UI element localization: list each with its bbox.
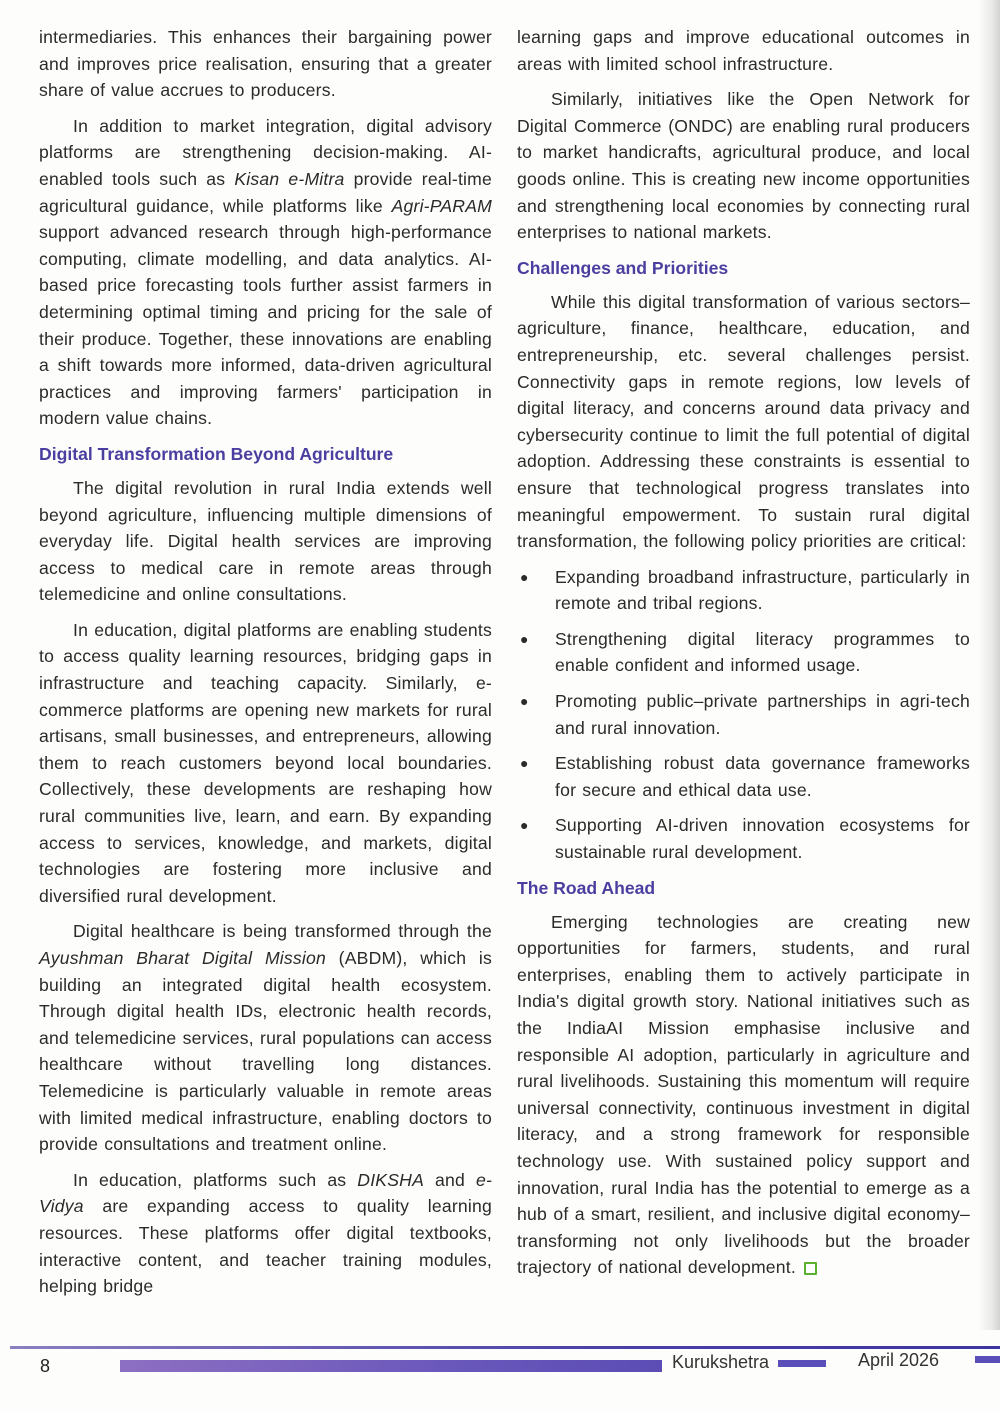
heading-beyond-agriculture: Digital Transformation Beyond Agriculture [39,443,394,464]
paragraph-road-ahead: Emerging technologies are creating new opportunities for farmers, students, and rural enterprises, enabling them to actively participate in India's digital growth story. National initiatives such as the IndiaAI Mission emphasise inclusive and responsible AI adoption, particularly in agriculture and rural livelihoods. Sustaining this momentum will require universal connectivity, continuous investment in digital literacy, and a strong framework for responsible technology use. With sustained policy support and innovation, rural India has the potential to emerge as a hub of a smart, resilient, and inclusive digital economy–transforming not only livelihoods but the broader trajectory of national development. [517,911,970,1278]
magazine-name: Kurukshetra [672,1352,770,1372]
list-item: ● Establishing robust data governance frameworks for secure and ethical data use. [517,750,970,803]
term-e-vidya: e-Vidya [39,1169,492,1217]
page-edge-shadow [978,0,1000,1330]
list-item: ● Promoting public–private partnerships in agri-tech and rural innovation. [517,688,970,741]
paragraph-digital-revolution: The digital revolution in rural India extends well beyond agriculture, influencing multiple dimensions of everyday life. Digital health services are improving access to medical care in remote areas through telemedicine and online consultations. [39,477,492,605]
list-item: ● Supporting AI-driven innovation ecosystems for sustainable rural development. [517,812,970,865]
list-item: ● Expanding broadband infrastructure, particularly in remote and tribal regions. [517,564,970,617]
issue-date: April 2026 [858,1350,940,1370]
bullet-icon: ● [520,630,529,647]
footer-rule [10,1346,1000,1349]
page-number: 8 [40,1356,51,1376]
list-item: ● Strengthening digital literacy programmes to enable confident and informed usage. [517,626,970,679]
end-of-article-icon [804,1262,817,1275]
bullet-icon: ● [520,817,529,834]
term-kisan-e-mitra: Kisan e-Mitra [234,168,345,189]
term-diksha: DIKSHA [357,1169,425,1190]
paragraph-learning-gaps: learning gaps and improve educational outcomes in areas with limited school infrastructure. [517,27,970,74]
paragraph-education-ecommerce: In education, digital platforms are enabling students to access quality learning resources, bridging gaps in infrastructure and teaching capacity. Similarly, e-commerce platforms are opening new markets for rural artisans, small businesses, and entrepreneurs, allowing them to reach customers beyond local boundaries. Collectively, these developments are reshaping how rural communities live, learn, and earn. By expanding access to services, knowledge, and markets, digital technologies are fostering more inclusive and diversified rural development. [39,619,492,906]
term-abdm: Ayushman Bharat Digital Mission [39,948,326,968]
page-footer [0,1340,1000,1400]
footer-bar-decoration [120,1360,662,1372]
paragraph-challenges: While this digital transformation of various sectors– agriculture, finance, healthcare, education, and entrepreneurship, etc. several challenges persist. Connectivity gaps in remote regions, low levels of digital literacy, and concerns around data privacy and cybersecurity continue to limit the full potential of digital adoption. Addressing these constraints is essential to ensure that technological progress translates into meaningful empowerment. To sustain rural digital transformation, the following policy priorities are critical: [517,291,970,552]
heading-challenges-priorities: Challenges and Priorities [517,257,729,278]
paragraph-advisory-platforms: In addition to market integration, digital advisory platforms are strengthening decision-making. AI-enabled tools such as Kisan e-Mitra provide real-time agricultural guidance, while platforms like Agri-PARAM support advanced research through high-performance computing, climate modelling, and data analytics. AI-based price forecasting tools further assist farmers in determining optimal timing and pricing for the sale of their produce. Together, these innovations are enabling a shift towards more informed, data-driven agricultural practices and improving farmers' participation in modern value chains. [39,115,492,429]
right-column [517,24,970,1290]
heading-road-ahead: The Road Ahead [517,877,656,898]
paragraph-intermediaries: intermediaries. This enhances their bargaining power and improves price realisation, ensuring that a greater share of value accrues to producers. [39,27,492,101]
bullet-icon: ● [520,755,529,772]
paragraph-digital-healthcare: Digital healthcare is being transformed through the Ayushman Bharat Digital Mission (ABDM), which is building an integrated digital health ecosystem. Through digital health IDs, electronic health records, and telemedicine services, rural populations can access healthcare without travelling long distances. Telemedicine is particularly valuable in remote areas with limited medical infrastructure, enabling doctors to provide consultations and treatment online. [39,921,492,1155]
footer-bar-decoration [778,1360,826,1367]
left-column [39,24,492,1309]
paragraph-ondc: Similarly, initiatives like the Open Network for Digital Commerce (ONDC) are enabling rural producers to market handicrafts, agricultural produce, and local goods online. This is creating new income opportunities and strengthening local economies by connecting rural enterprises to national markets. [517,89,970,243]
bullet-icon: ● [520,693,529,710]
footer-bar-decoration [975,1356,1000,1363]
term-agri-param: Agri-PARAM [391,195,492,216]
paragraph-diksha-evidya: In education, platforms such as DIKSHA and e-Vidya are expanding access to quality learning resources. These platforms offer digital textbooks, interactive content, and teacher training modules, helping bridge [39,1169,492,1297]
bullet-icon: ● [520,568,529,585]
policy-priorities-list [517,564,970,866]
